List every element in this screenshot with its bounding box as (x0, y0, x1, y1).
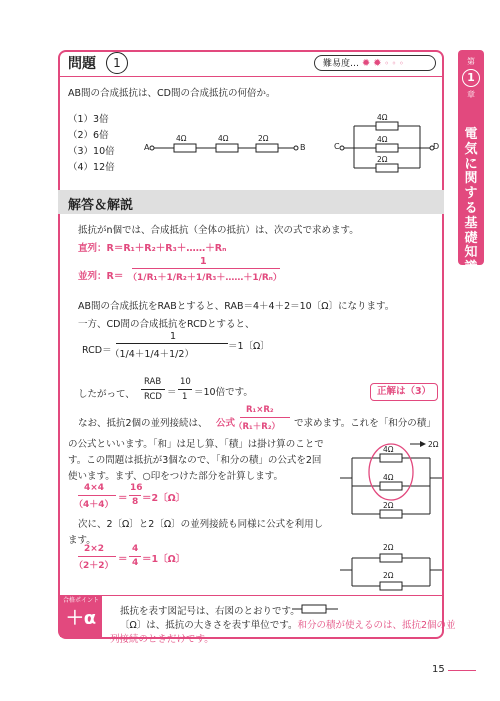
series-circuit-diagram (142, 128, 312, 158)
header-divider (60, 76, 442, 77)
calc2-denominator: （2＋2） (74, 561, 114, 571)
ratio-den-value: 1 (182, 392, 188, 402)
ratio-result: ＝10倍です。 (194, 387, 253, 398)
ratio-denominator: RCD (144, 392, 162, 402)
plus-divider (58, 595, 444, 596)
plus-line-2 (120, 617, 456, 631)
parallel-r3-label: 2Ω (377, 155, 388, 164)
note-formula-denominator: （R₁＋R₂） (234, 422, 281, 432)
therefore-text: したがって、 (78, 389, 135, 400)
chapter-title: 電 気 に 関 す る 基 礎 知 識 (464, 127, 478, 276)
difficulty-label: 難易度… (323, 59, 360, 69)
ab-resistance-line: AB間の合成抵抗をRABとすると、RAB＝4＋4＋2＝10〔Ω〕になります。 (78, 301, 395, 312)
body-line-1: の公式といいます。「和」は足し算、「積」は掛け算のことで (68, 439, 324, 450)
difficulty-sun-icon: ✹ (373, 58, 382, 69)
calc1-bar (78, 495, 116, 496)
series-node-b: B (300, 143, 306, 152)
ratio-fraction-bar (141, 389, 165, 390)
fig1-label-combined: 2Ω (428, 440, 439, 449)
question-text: AB間の合成抵抗は、CD間の合成抵抗の何倍か。 (68, 88, 276, 99)
calc2-mid-numerator: 4 (132, 544, 139, 554)
series-formula-label: 直列： (78, 243, 107, 254)
page-rule (448, 670, 476, 671)
ratio-num-value: 10 (180, 377, 191, 387)
plus-alpha-badge (60, 596, 102, 637)
body-line-2: す。この問題は抵抗が3個なので、「和分の積」の公式を2回 (68, 455, 322, 466)
ratio-value-bar (178, 389, 192, 390)
parallel-r1-label: 4Ω (377, 113, 388, 122)
note-formula-label: 公式 (216, 418, 236, 429)
calc2-bar (78, 556, 116, 557)
parallel-formula-numerator: 1 (200, 256, 207, 267)
problem-number: 1 (106, 52, 128, 74)
parallel-term-2: 1/R₂ (166, 273, 187, 283)
note-formula-numerator: R₁×R₂ (246, 405, 274, 415)
difficulty-dot-icon: ◦ ◦ ◦ (384, 59, 404, 68)
rcd-denominator: （1/4＋1/4＋1/2） (110, 349, 194, 360)
parallel-formula-label-wrap (78, 268, 123, 282)
rcd-term-1: 1/4 (119, 349, 135, 360)
calc2-mid-denominator: 4 (132, 558, 139, 568)
rcd-numerator: 1 (170, 331, 177, 342)
ratio-numerator: RAB (144, 377, 162, 387)
series-node-a: A (144, 143, 150, 152)
note-text-b: で求めます。これを「和分の積」 (294, 418, 436, 429)
problem-label: 問題 (68, 56, 96, 72)
rcd-term-3: 1/2 (169, 349, 185, 360)
parallel-node-d: D (433, 142, 440, 151)
calc1-numerator: 4×4 (84, 483, 105, 493)
choice-4: （4）12倍 (68, 162, 115, 173)
choice-2: （2）6倍 (68, 130, 109, 141)
fig1-label-r2: 4Ω (383, 473, 394, 482)
parallel-fraction-bar (132, 268, 280, 269)
rcd-lhs: RCD＝ (82, 345, 112, 356)
parallel-term-3: 1/R₃ (195, 273, 217, 283)
body-line-3: 使います。まず、○印をつけた部分を計算します。 (68, 471, 284, 482)
parallel-node-c: C (334, 142, 340, 151)
answer-header-band (58, 190, 444, 214)
parallel-r2-label: 4Ω (377, 135, 388, 144)
calc1-result: ＝2〔Ω〕 (142, 493, 186, 504)
parallel-formula-denominator: （1/R₁＋1/R₂＋1/R₃＋……＋1/Rₙ） (128, 273, 282, 283)
next-line-2: ます。 (68, 535, 96, 546)
parallel-formula-label: 並列： (78, 271, 107, 282)
difficulty-box (314, 55, 436, 71)
calc2-mid-bar (129, 556, 141, 557)
choice-1: （1）3倍 (68, 114, 109, 125)
rcd-result: ＝1〔Ω〕 (228, 341, 270, 352)
series-formula: R＝R₁＋R₂＋R₃＋……＋Rₙ (106, 243, 227, 254)
fig1-label-r3: 2Ω (383, 501, 394, 510)
parallel-term-n: 1/Rₙ (252, 273, 273, 283)
parallel-term-1: 1/R₁ (137, 273, 158, 283)
resistor-symbol (292, 604, 338, 614)
fig2-label-r1: 2Ω (383, 543, 394, 552)
next-line-1: 次に、2〔Ω〕と2〔Ω〕の並列接続も同様に公式を利用し (78, 519, 324, 530)
calc1-denominator: （4＋4） (74, 500, 114, 510)
note-formula-bar (240, 417, 290, 418)
calc2-result: ＝1〔Ω〕 (142, 554, 186, 565)
page-number: 15 (432, 664, 445, 675)
choice-3: （3）10倍 (68, 146, 115, 157)
plus-line-2b: 和分の積が使えるのは、抵抗2個の並 (297, 620, 456, 631)
series-r2-label: 4Ω (218, 134, 229, 143)
plus-line-3: 列接続のときだけです。 (110, 634, 214, 645)
chapter-number: 1 (462, 69, 480, 87)
cd-resistance-line: 一方、CD間の合成抵抗をRCDとすると、 (78, 319, 255, 330)
calc2-eq: ＝ (118, 554, 128, 565)
fig1-label-r1: 4Ω (383, 445, 394, 454)
note-text-a: なお、抵抗2個の並列接続は、 (78, 418, 208, 429)
plus-line-1: 抵抗を表す図記号は、右図のとおりです。 (120, 606, 300, 617)
series-r3-label: 2Ω (258, 134, 269, 143)
series-r1-label: 4Ω (176, 134, 187, 143)
chapter-side-tab (458, 50, 484, 276)
calc1-mid-denominator: 8 (132, 497, 139, 507)
ratio-equals: ＝ (167, 387, 177, 398)
calc1-mid-bar (129, 495, 141, 496)
problem-header (60, 52, 442, 74)
plus-badge-top: 合格ポイント (62, 597, 99, 604)
plus-line-2a: 〔Ω〕は、抵抗の大きさを表す単位です。 (120, 620, 298, 631)
rcd-term-2: 1/4 (144, 349, 160, 360)
calc1-eq: ＝ (118, 493, 128, 504)
chapter-suffix: 章 (467, 90, 475, 99)
fig2-label-r2: 2Ω (383, 571, 394, 580)
calc2-numerator: 2×2 (84, 544, 105, 554)
parallel-formula-lhs: R＝ (106, 271, 124, 282)
chapter-prefix: 第 (467, 57, 475, 66)
rcd-fraction-bar (116, 343, 228, 344)
series-formula-line (78, 240, 226, 254)
difficulty-sun-icon: ✹ (361, 58, 371, 69)
calc1-mid-numerator: 16 (130, 483, 143, 493)
answer-intro: 抵抗がn個では、合成抵抗（全体の抵抗）は、次の式で求めます。 (78, 225, 359, 236)
correct-answer-badge: 正解は（3） (370, 383, 438, 401)
plus-badge-main: ＋α (65, 608, 97, 629)
answer-section-title: 解答＆解説 (68, 198, 134, 213)
